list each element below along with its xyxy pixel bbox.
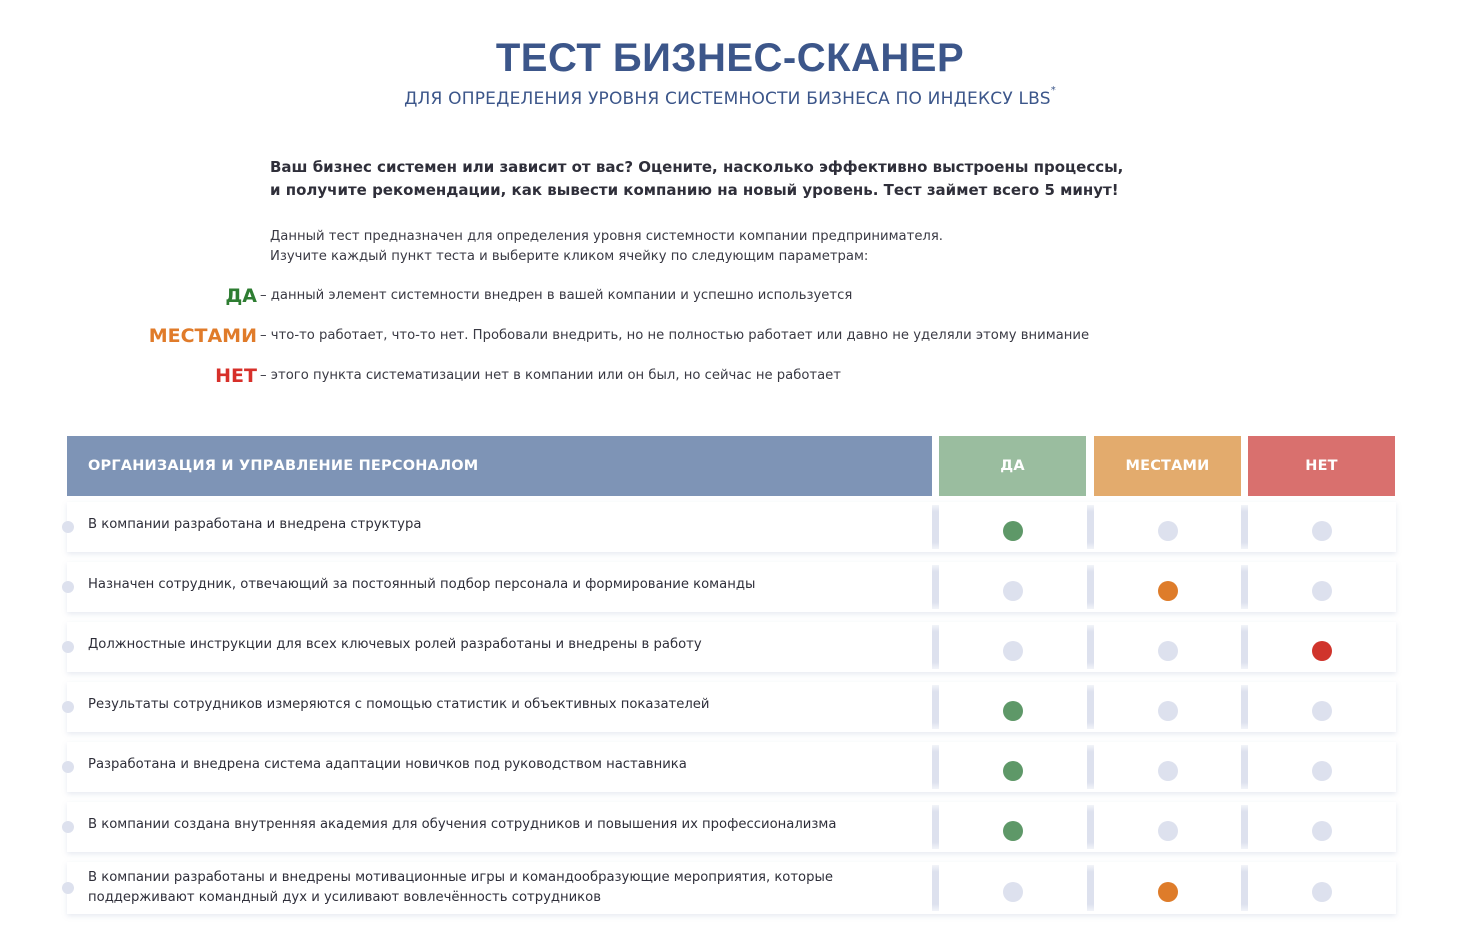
table-header [67,436,1396,496]
row-bullet-icon [62,882,74,894]
row-bullet-icon [62,641,74,653]
column-divider [1241,625,1248,669]
radio-icon[interactable] [1003,641,1023,661]
selected-radio-icon[interactable] [1158,882,1178,902]
column-header-partly: МЕСТАМИ [1094,436,1241,496]
column-divider [932,685,939,729]
column-divider [1087,745,1094,789]
radio-icon[interactable] [1158,641,1178,661]
row-question: Назначен сотрудник, отвечающий за постоянный подбор персонала и формирование команды [88,577,756,592]
answer-cell-yes[interactable] [939,562,1086,612]
radio-icon[interactable] [1312,701,1332,721]
column-divider [932,745,939,789]
selected-radio-icon[interactable] [1003,821,1023,841]
column-divider [932,625,939,669]
intro-instructions [270,227,1150,267]
table-row [67,742,1396,792]
intro-lead [270,156,1150,202]
table-row [67,862,1396,914]
answer-cell-partly[interactable] [1094,682,1241,732]
column-divider [1241,505,1248,549]
answer-cell-no[interactable] [1248,562,1395,612]
legend-desc-no: – этого пункта систематизации нет в компании или он был, но сейчас не работает [260,368,841,383]
answer-cell-no[interactable] [1248,862,1395,914]
answer-cell-yes[interactable] [939,862,1086,914]
table-row [67,502,1396,552]
radio-icon[interactable] [1312,581,1332,601]
selected-radio-icon[interactable] [1003,701,1023,721]
intro-instructions-line-2: Изучите каждый пункт теста и выберите кликом ячейку по следующим параметрам: [270,249,869,264]
row-bullet-icon [62,761,74,773]
row-bullet-icon [62,521,74,533]
answer-cell-partly[interactable] [1094,742,1241,792]
radio-icon[interactable] [1158,761,1178,781]
answer-cell-yes[interactable] [939,682,1086,732]
legend-item-yes [0,281,1200,311]
legend-item-partly [0,321,1200,351]
assessment-table [67,436,1396,905]
legend-key-partly: МЕСТАМИ [148,325,257,347]
radio-icon[interactable] [1003,581,1023,601]
answer-cell-partly[interactable] [1094,502,1241,552]
radio-icon[interactable] [1158,701,1178,721]
legend-item-no [0,361,1200,391]
answer-cell-no[interactable] [1248,802,1395,852]
radio-icon[interactable] [1312,821,1332,841]
answer-cell-yes[interactable] [939,622,1086,672]
table-row [67,802,1396,852]
column-divider [1087,625,1094,669]
table-row [67,622,1396,672]
column-divider [1087,565,1094,609]
column-header-yes: ДА [939,436,1086,496]
table-row [67,682,1396,732]
legend-key-no: НЕТ [215,365,257,387]
legend-key-yes: ДА [225,285,257,307]
row-question: Разработана и внедрена система адаптации новичков под руководством наставника [88,757,687,772]
footnote-mark: * [1050,85,1056,96]
radio-icon[interactable] [1158,821,1178,841]
radio-icon[interactable] [1003,882,1023,902]
row-question: Результаты сотрудников измеряются с помощью статистик и объективных показателей [88,697,710,712]
answer-cell-partly[interactable] [1094,622,1241,672]
selected-radio-icon[interactable] [1003,761,1023,781]
row-bullet-icon [62,821,74,833]
column-divider [932,805,939,849]
column-divider [932,865,939,911]
row-question: Должностные инструкции для всех ключевых ролей разработаны и внедрены в работу [88,637,702,652]
answer-cell-yes[interactable] [939,502,1086,552]
answer-cell-yes[interactable] [939,742,1086,792]
intro-lead-line-2: и получите рекомендации, как вывести компанию на новый уровень. Тест займет всего 5 минут! [270,181,1119,199]
intro-instructions-line-1: Данный тест предназначен для определения уровня системности компании предпринимателя. [270,229,943,244]
legend-desc-yes: – данный элемент системности внедрен в вашей компании и успешно используется [260,288,853,303]
radio-icon[interactable] [1312,882,1332,902]
legend-desc-partly: – что-то работает, что-то нет. Пробовали внедрить, но не полностью работает или давно не уделяли этому внимание [260,328,1090,343]
column-divider [1087,505,1094,549]
answer-cell-no[interactable] [1248,742,1395,792]
row-bullet-icon [62,701,74,713]
radio-icon[interactable] [1158,521,1178,541]
table-row [67,562,1396,612]
selected-radio-icon[interactable] [1158,581,1178,601]
row-bullet-icon [62,581,74,593]
column-divider [1241,565,1248,609]
column-divider [1087,865,1094,911]
column-divider [1087,805,1094,849]
column-divider [1241,865,1248,911]
answer-cell-no[interactable] [1248,622,1395,672]
column-header-no: НЕТ [1248,436,1395,496]
column-divider [932,565,939,609]
selected-radio-icon[interactable] [1312,641,1332,661]
row-question: В компании разработана и внедрена структура [88,517,422,532]
answer-cell-no[interactable] [1248,502,1395,552]
radio-icon[interactable] [1312,761,1332,781]
column-divider [1241,805,1248,849]
column-divider [1241,685,1248,729]
intro-lead-line-1: Ваш бизнес системен или зависит от вас? Оцените, насколько эффективно выстроены процессы, [270,158,1124,176]
column-divider [932,505,939,549]
selected-radio-icon[interactable] [1003,521,1023,541]
answer-cell-yes[interactable] [939,802,1086,852]
answer-cell-partly[interactable] [1094,802,1241,852]
answer-cell-partly[interactable] [1094,562,1241,612]
section-title: ОРГАНИЗАЦИЯ И УПРАВЛЕНИЕ ПЕРСОНАЛОМ [67,436,932,496]
subtitle-text: ДЛЯ ОПРЕДЕЛЕНИЯ УРОВНЯ СИСТЕМНОСТИ БИЗНЕСА ПО ИНДЕКСУ LBS [404,89,1051,109]
column-divider [1087,685,1094,729]
answer-cell-no[interactable] [1248,682,1395,732]
row-question: В компании разработаны и внедрены мотивационные игры и командообразующие мероприятия, которые поддерживают командный дух и усиливают вовлечённость сотрудников [88,870,834,905]
page-title: ТЕСТ БИЗНЕС-СКАНЕР [495,36,965,80]
column-divider [1241,745,1248,789]
row-question: В компании создана внутренняя академия для обучения сотрудников и повышения их профессионализма [88,817,837,832]
radio-icon[interactable] [1312,521,1332,541]
answer-cell-partly[interactable] [1094,862,1241,914]
page-subtitle [0,85,1460,109]
